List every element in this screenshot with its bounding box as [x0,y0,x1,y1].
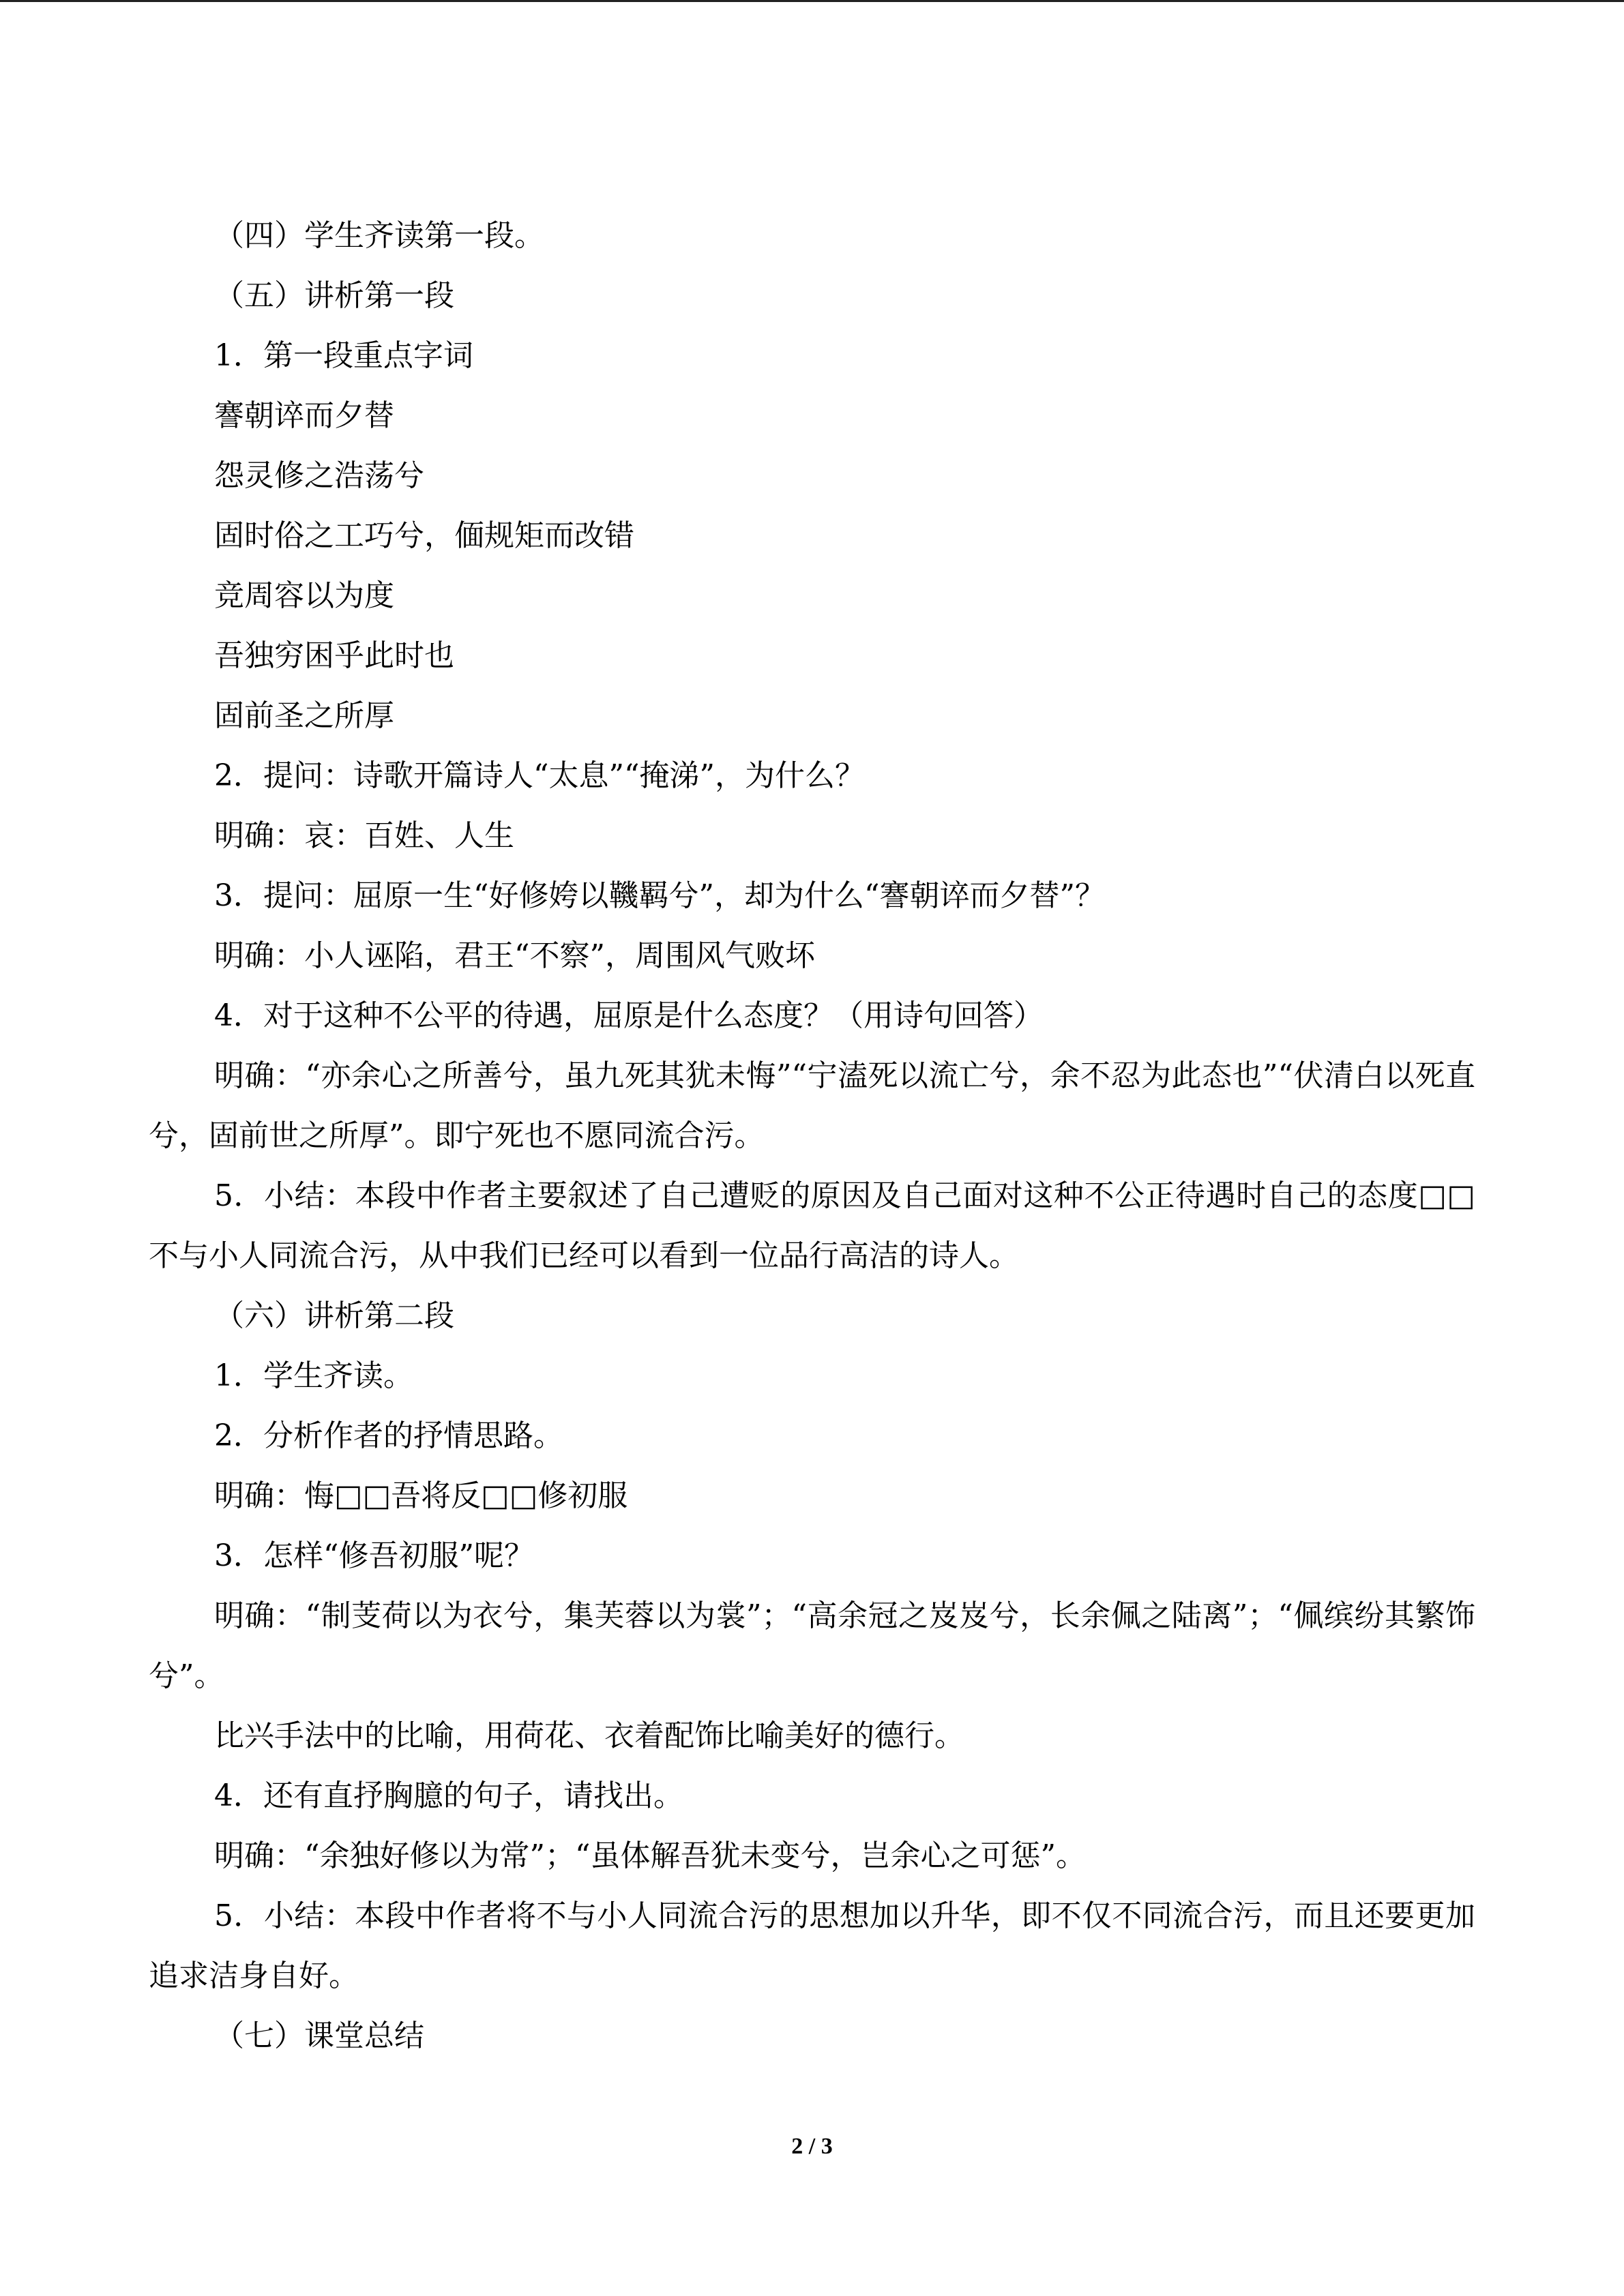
list-item: 2．分析作者的抒情思路。 [214,1418,563,1453]
question: 3．提问：屈原一生“好修姱以鞿羁兮”，却为什么“謇朝谇而夕替”？ [214,878,1105,913]
key-phrase: 怨灵修之浩荡兮 [214,458,424,493]
section-heading-7: （七）课堂总结 [214,2018,424,2053]
paragraph: 比兴手法中的比喻，用荷花、衣着配饰比喻美好的德行。 [214,1718,964,1753]
answer: 明确：“余独好修以为常”；“虽体解吾犹未变兮，岂余心之可惩”。 [214,1838,1086,1873]
key-phrase: 謇朝谇而夕替 [214,398,394,433]
question: 4．对于这种不公平的待遇，屈原是什么态度？（用诗句回答） [214,998,1044,1033]
page-number: 2 / 3 [791,2134,833,2159]
answer-paragraph: 明确：“制芰荷以为衣兮，集芙蓉以为裳”；“高余冠之岌岌兮，长余佩之陆离”；“佩缤纷其繁饰兮”。 [149,1598,1475,1693]
key-phrase: 吾独穷困乎此时也 [214,638,454,673]
list-item: 1．学生齐读。 [214,1358,413,1393]
answer-paragraph: 明确：“亦余心之所善兮，虽九死其犹未悔”“宁溘死以流亡兮，余不忍为此态也”“伏清白以死直兮，固前世之所厚”。即宁死也不愿同流合污。 [149,1058,1475,1153]
question: 4．还有直抒胸臆的句子，请找出。 [214,1778,683,1813]
question: 2．提问：诗歌开篇诗人“太息”“掩涕”，为什么？ [214,758,865,793]
document-body [149,206,1475,2066]
page-top-border [0,0,1624,2]
summary-paragraph: 5．小结：本段中作者将不与小人同流合污的思想加以升华，即不仅不同流合污，而且还要更加追求洁身自好。 [149,1898,1475,1993]
section-heading-6: （六）讲析第二段 [214,1298,454,1333]
key-phrase: 固前圣之所厚 [214,698,394,733]
section-heading-5: （五）讲析第一段 [214,278,454,313]
answer: 明确：小人诬陷，君王“不察”，周围风气败坏 [214,938,815,973]
key-phrase: 固时俗之工巧兮，偭规矩而改错 [214,518,634,553]
section-heading-4: （四）学生齐读第一段。 [214,218,544,253]
key-phrase: 竞周容以为度 [214,578,394,613]
answer: 明确：悔□□吾将反□□修初服 [214,1478,628,1513]
list-item: 1．第一段重点字词 [214,338,473,373]
summary-paragraph: 5．小结：本段中作者主要叙述了自己遭贬的原因及自己面对这种不公正待遇时自己的态度□□不与小人同流合污，从中我们已经可以看到一位品行高洁的诗人。 [149,1178,1475,1273]
answer: 明确：哀：百姓、人生 [214,818,514,853]
question: 3．怎样“修吾初服”呢？ [214,1538,534,1573]
